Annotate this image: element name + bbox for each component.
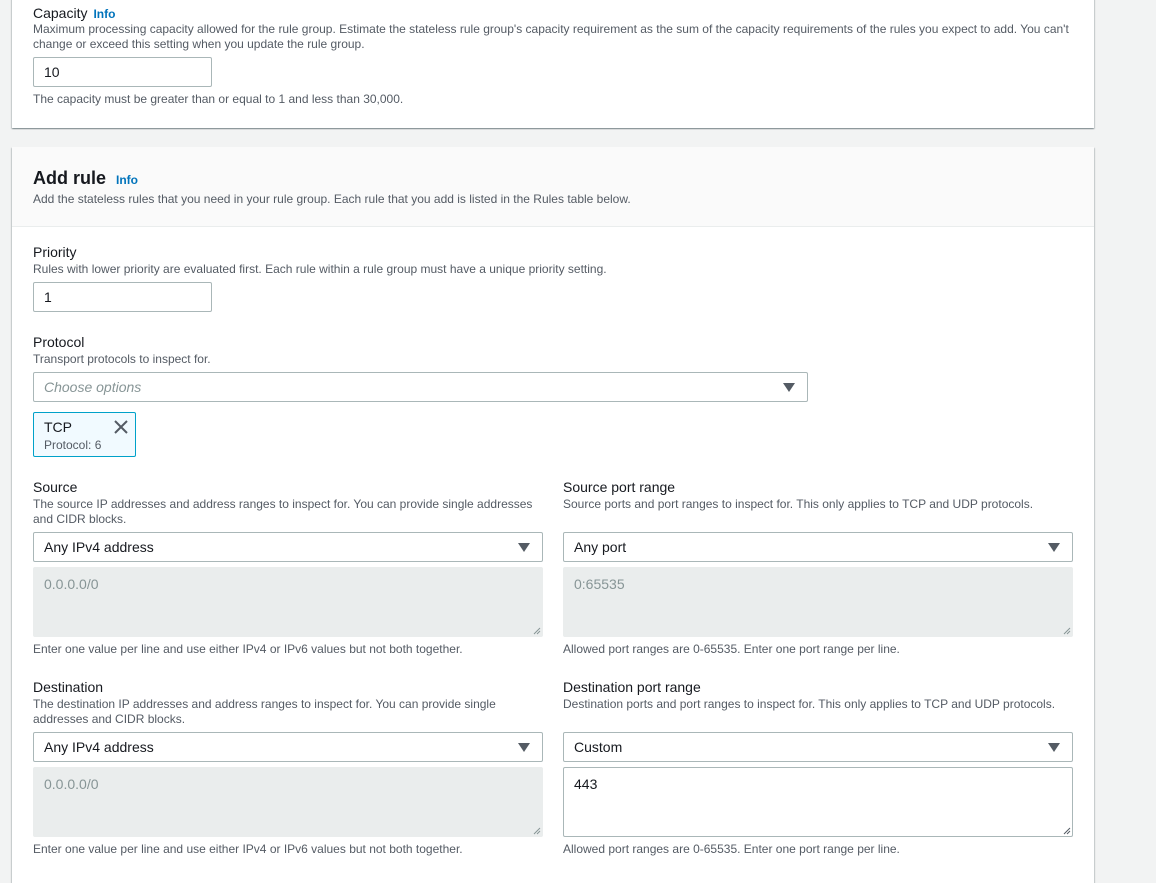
- caret-down-icon: [1048, 543, 1060, 552]
- destination-port-textarea-value: 443: [574, 776, 598, 792]
- capacity-info-link[interactable]: Info: [93, 7, 116, 21]
- source-addresses-textarea: [33, 567, 543, 637]
- source-port-textarea: [563, 567, 1073, 637]
- destination-port-select[interactable]: [563, 732, 1073, 762]
- close-icon[interactable]: [113, 419, 129, 435]
- capacity-label: Capacity: [33, 5, 88, 21]
- destination-hint: Enter one value per line and use either IPv4 or IPv6 values but not both together.: [33, 842, 463, 856]
- token-subtitle: Protocol: 6: [44, 438, 102, 452]
- destination-selected-value: Any IPv4 address: [44, 739, 154, 755]
- source-port-textarea-value: 0:65535: [574, 576, 625, 592]
- add-rule-header: [12, 147, 1094, 226]
- source-hint: Enter one value per line and use either IPv4 or IPv6 values but not both together.: [33, 642, 463, 656]
- priority-description: Rules with lower priority are evaluated first. Each rule within a rule group must have a unique priority setting.: [33, 262, 607, 276]
- capacity-input[interactable]: 10: [33, 57, 212, 87]
- source-textarea-value: 0.0.0.0/0: [44, 576, 99, 592]
- protocol-placeholder: Choose options: [44, 379, 142, 395]
- destination-port-selected-value: Custom: [574, 739, 623, 755]
- source-port-selected-value: Any port: [574, 539, 627, 555]
- destination-label: Destination: [33, 679, 104, 695]
- priority-input[interactable]: 1: [33, 282, 212, 312]
- caret-down-icon: [518, 743, 530, 752]
- token-title: TCP: [44, 419, 72, 435]
- source-port-description: Source ports and port ranges to inspect for. This only applies to TCP and UDP protocols.: [563, 497, 1034, 511]
- destination-port-textarea[interactable]: [563, 767, 1073, 837]
- source-selected-value: Any IPv4 address: [44, 539, 154, 555]
- caret-down-icon: [518, 543, 530, 552]
- destination-port-description: Destination ports and port ranges to inspect for. This only applies to TCP and UDP protocols.: [563, 697, 1056, 711]
- source-description: The source IP addresses and address ranges to inspect for. You can provide single addresses and CIDR blocks.: [33, 497, 533, 526]
- resize-grip-icon: [531, 625, 541, 635]
- protocol-description: Transport protocols to inspect for.: [33, 352, 211, 366]
- add-rule-description: Add the stateless rules that you need in your rule group. Each rule that you add is listed in the Rules table below.: [33, 192, 631, 206]
- source-port-select[interactable]: [563, 532, 1073, 562]
- destination-port-label: Destination port range: [563, 679, 701, 695]
- source-label: Source: [33, 479, 78, 495]
- protocol-label: Protocol: [33, 334, 85, 350]
- resize-grip-icon: [1061, 625, 1071, 635]
- priority-label: Priority: [33, 244, 77, 260]
- destination-description: The destination IP addresses and address ranges to inspect for. You can provide single addresses and CIDR blocks.: [33, 697, 496, 726]
- destination-addresses-textarea: [33, 767, 543, 837]
- header-divider: [12, 226, 1094, 227]
- destination-port-hint: Allowed port ranges are 0-65535. Enter one port range per line.: [563, 842, 900, 856]
- capacity-description: Maximum processing capacity allowed for the rule group. Estimate the stateless rule group's capacity requirement as the sum of the capacity requirements of the rules you expect to add. You can't change or exceed this setting when you update the rule group.: [33, 22, 1069, 51]
- add-rule-info-link[interactable]: Info: [116, 173, 139, 187]
- caret-down-icon: [783, 383, 795, 392]
- capacity-label-row: [33, 4, 115, 23]
- destination-select[interactable]: [33, 732, 543, 762]
- source-select[interactable]: [33, 532, 543, 562]
- protocol-token-tcp: [33, 412, 136, 457]
- protocol-multiselect[interactable]: [33, 372, 808, 402]
- caret-down-icon: [1048, 743, 1060, 752]
- source-port-label: Source port range: [563, 479, 676, 495]
- resize-grip-icon: [531, 825, 541, 835]
- destination-textarea-value: 0.0.0.0/0: [44, 776, 99, 792]
- add-rule-title: Add rule: [33, 168, 107, 188]
- capacity-constraint-text: The capacity must be greater than or equal to 1 and less than 30,000.: [33, 92, 404, 106]
- add-rule-title-row: [33, 167, 138, 189]
- resize-grip-icon[interactable]: [1061, 825, 1071, 835]
- source-port-hint: Allowed port ranges are 0-65535. Enter one port range per line.: [563, 642, 900, 656]
